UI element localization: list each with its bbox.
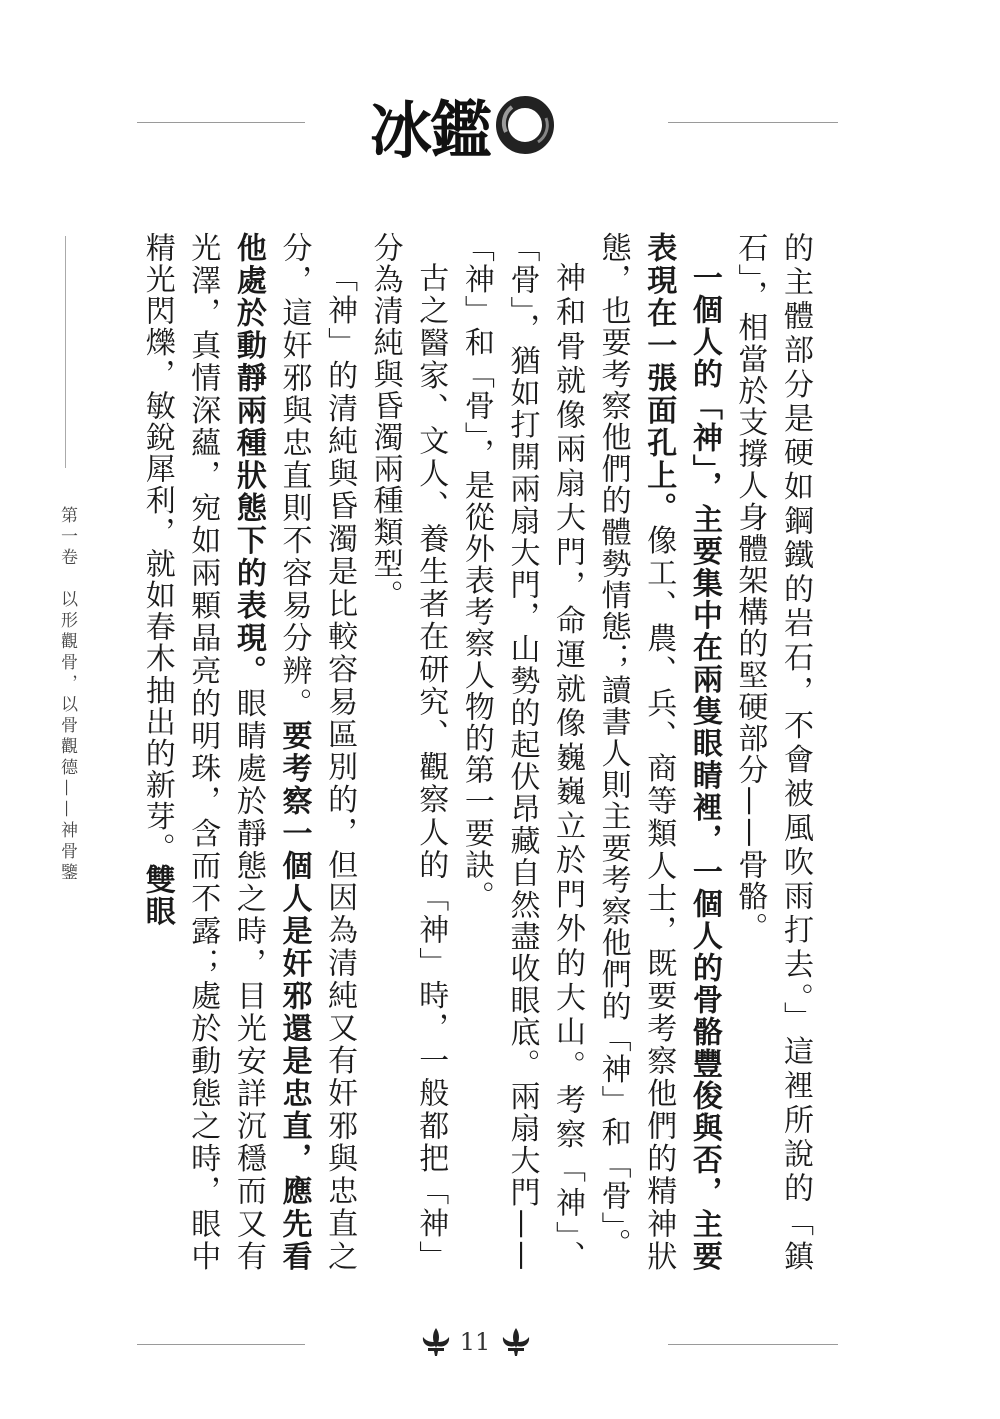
header-rule-left <box>137 122 305 123</box>
paragraph <box>134 232 362 1272</box>
text-run: 神和骨就像兩扇大門，命運就像巍巍立於門外的大山。考察「神」、「骨」，猶如打開兩扇大門，山勢的起伏昂藏自然盡收眼底。兩扇大門——「神」和「骨」，是從外表考察人物的第一要訣。 <box>458 232 586 1272</box>
footer-rule-left <box>137 1344 305 1345</box>
body-text <box>134 232 818 1272</box>
book-title <box>370 80 590 170</box>
text-run: 「神」的清純與昏濁是比較容易區別的，但因為清純又有奸邪與忠直之分，這奸邪與忠直則不容易分辨。 <box>276 232 358 1272</box>
text-run: 的主體部分是硬如鋼鐵的岩石，不會被風吹雨打去。」這裡所說的「鎮石」，相當於支撐人身體架構的堅硬部分——骨骼。 <box>732 232 813 1272</box>
bold-text-run: 雙眼 <box>139 864 175 928</box>
page-number: 11 <box>459 1328 491 1356</box>
paragraph <box>590 232 727 1272</box>
text-run: 像工、農、兵、商等類人士，既要考察他們的精神狀態，也要考察他們的體勢情態；讀書人則主要考察他們的「神」和「骨」。 <box>595 232 677 1272</box>
book-title-text: 冰鑑 <box>370 93 491 167</box>
text-run: 眼睛處於靜態之時，目光安詳沉穩而又有光澤，真情深蘊，宛如兩顆晶亮的明珠，含而不露；處於動態之時，眼中精光閃爍，敏銳犀利，就如春木抽出的新芽。 <box>139 232 266 1272</box>
fleur-de-lis-left-icon <box>418 1326 454 1358</box>
side-rule <box>65 236 66 468</box>
footer <box>0 1322 1000 1362</box>
footer-rule-right <box>668 1344 838 1345</box>
bold-text-run: 一個人的「神」，主要集中在兩隻眼睛裡，一個人的骨骼豐俊與否，主要表現在一張面孔上。 <box>641 232 722 1272</box>
paragraph <box>362 232 453 1272</box>
header-rule-right <box>668 122 838 123</box>
brush-circle-icon <box>492 92 558 158</box>
fleur-de-lis-right-icon <box>498 1326 534 1358</box>
bold-text-run: 要考察一個人是奸邪還是忠直，應先看他處於動靜兩種狀態下的表現。 <box>230 232 312 1273</box>
text-run: 古之醫家、文人、養生者在研究、觀察人的「神」時，一般都把「神」分為清純與昏濁兩種類型。 <box>367 232 449 1272</box>
chapter-label: 第一卷 以形觀骨，以骨觀德——神骨鑒 <box>57 506 77 884</box>
paragraph <box>727 232 818 1272</box>
paragraph <box>453 232 590 1272</box>
